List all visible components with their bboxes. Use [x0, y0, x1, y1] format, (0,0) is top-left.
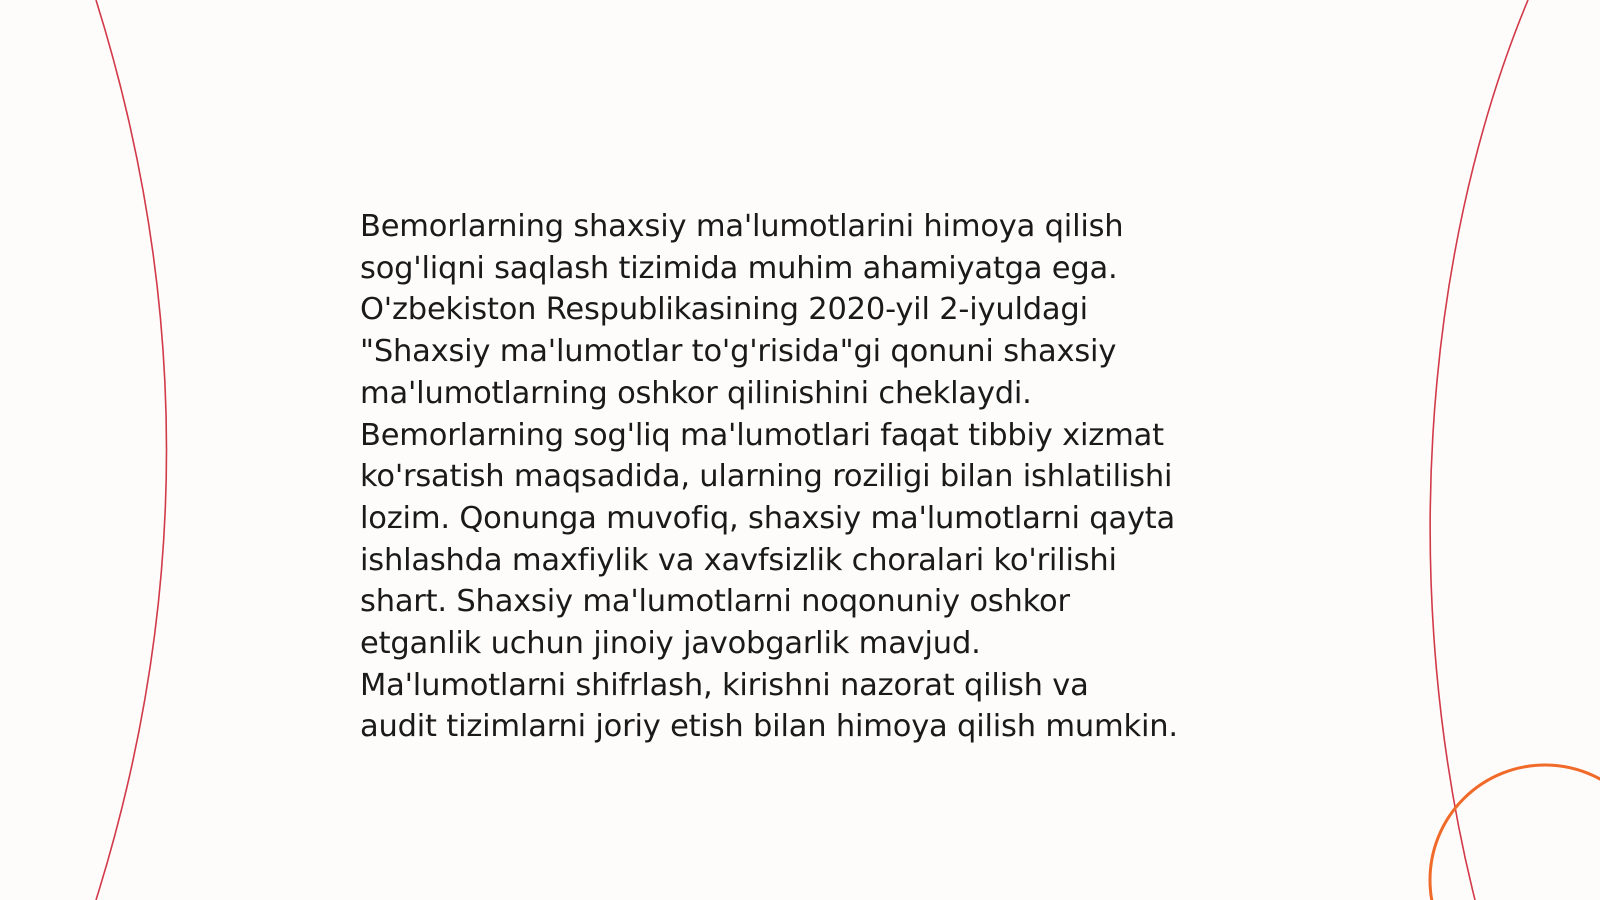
- body-line: Bemorlarning sog'liq ma'lumotlari faqat tibbiy xizmat: [360, 417, 1164, 453]
- body-line: "Shaxsiy ma'lumotlar to'g'risida"gi qonuni shaxsiy: [360, 334, 1117, 370]
- right-arc: [1430, 0, 1528, 900]
- body-line: Ma'lumotlarni shifrlash, kirishni nazorat qilish va: [360, 667, 1089, 703]
- body-line: lozim. Qonunga muvofiq, shaxsiy ma'lumotlarni qayta: [360, 500, 1176, 536]
- body-line: ko'rsatish maqsadida, ularning roziligi bilan ishlatilishi: [360, 459, 1173, 495]
- body-paragraph: [360, 206, 1260, 748]
- left-arc: [96, 0, 167, 900]
- body-line: ishlashda maxfiylik va xavfsizlik choralari ko'rilishi: [360, 542, 1117, 578]
- corner-circle: [1430, 765, 1600, 900]
- body-line: sog'liqni saqlash tizimida muhim ahamiyatga ega.: [360, 250, 1118, 286]
- body-line: shart. Shaxsiy ma'lumotlarni noqonuniy oshkor: [360, 584, 1070, 620]
- body-line: audit tizimlarni joriy etish bilan himoya qilish mumkin.: [360, 709, 1178, 745]
- body-line: ma'lumotlarning oshkor qilinishini cheklaydi.: [360, 375, 1032, 411]
- body-line: Bemorlarning shaxsiy ma'lumotlarini himoya qilish: [360, 209, 1124, 244]
- body-line: etganlik uchun jinoiy javobgarlik mavjud.: [360, 626, 981, 662]
- body-line: O'zbekiston Respublikasining 2020-yil 2-iyuldagi: [360, 292, 1088, 328]
